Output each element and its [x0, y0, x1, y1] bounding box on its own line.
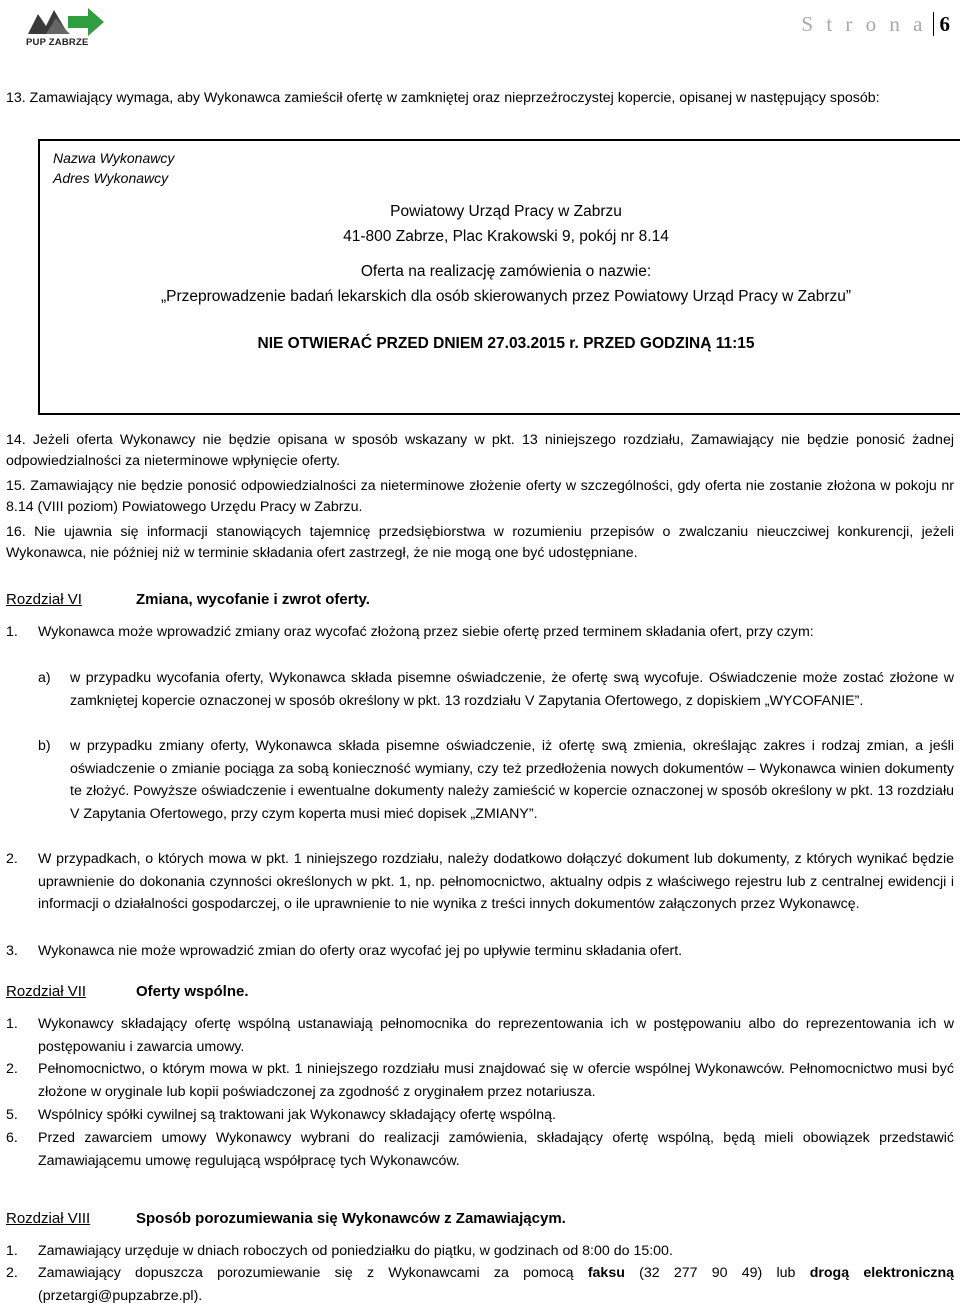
envelope-do-not-open: NIE OTWIERAĆ PRZED DNIEM 27.03.2015 r. PRZED GODZINĄ 11:15 — [257, 335, 755, 352]
envelope-offer-title: „Przeprowadzenie badań lekarskich dla osób skierowanych przez Powiatowy Urząd Pracy w Zabrzu” — [160, 288, 852, 305]
chapter-7-item: 6. Przed zawarciem umowy Wykonawcy wybrani do realizacji zamówienia, składający ofertę wspólną, będą mieli obowiązek przedstawić Zamawiającemu umowę regulującą współpracę tych Wykonawców. — [6, 1130, 954, 1169]
chapter-7-label: Rozdział VII — [6, 983, 87, 1000]
envelope-box — [38, 139, 960, 415]
chapter-7-item: 1. Wykonawcy składający ofertę wspólną ustanawiają pełnomocnika do reprezentowania ich w postępowaniu albo do reprezentowania ich w postępowaniu i zawarcia umowy. — [6, 1016, 954, 1055]
chapter-6-subitem: b) w przypadku zmiany oferty, Wykonawca składa pisemne oświadczenie, iż ofertę swą zmienia, określając zakres i rodzaj zmian, a jeśli oświadczenie o zmianie pociąga za sobą konieczność wymiany, czy też przedłożenia nowych dokumentów – Wykonawca winien dokumenty te złożyć. Powyższe oświadczenie i ewentualne dokumenty należy zamieścić w kopercie oznaczonej w sposób określony w pkt. 13 rozdziału V Zapytania Ofertowego, przy czym koperta musi mieć dopisek „ZMIANY”. — [38, 738, 954, 822]
point-13: 13. Zamawiający wymaga, aby Wykonawca zamieścił ofertę w zamkniętej oraz nieprzeźroczystej kopercie, opisanej w następujący sposób: — [6, 90, 880, 106]
envelope-office: Powiatowy Urząd Pracy w Zabrzu — [390, 203, 622, 220]
point-14: 14. Jeżeli oferta Wykonawcy nie będzie opisana w sposób wskazany w pkt. 13 niniejszego rozdziału, Zamawiający nie będzie ponosić żadnej odpowiedzialności za nieterminowe wpłynięcie oferty. — [6, 432, 954, 469]
envelope-contractor-name: Nazwa Wykonawcy — [53, 150, 175, 166]
page-label: S t r o n a — [801, 12, 927, 36]
chapter-7-item: 5. Wspólnicy spółki cywilnej są traktowani jak Wykonawcy składający ofertę wspólną. — [6, 1107, 556, 1123]
chapter-8-item: 2. Zamawiający dopuszcza porozumiewanie się z Wykonawcami za pomocą faksu (32 277 90 49) lub drogą elektroniczną (przetargi@pupzabrze.pl). — [6, 1265, 955, 1304]
point-15: 15. Zamawiający nie będzie ponosić odpowiedzialności za nieterminowe złożenie oferty w szczególności, gdy oferta nie zostanie złożona w pokoju nr 8.14 (VIII poziom) Powiatowego Urzędu Pracy w Zabrzu. — [6, 478, 954, 515]
chapter-6-item: 1. Wykonawca może wprowadzić zmiany oraz wycofać złożoną przez siebie ofertę przed terminem składania ofert, przy czym: — [6, 624, 814, 640]
chapter-6-item: 2. W przypadkach, o których mowa w pkt. 1 niniejszego rozdziału, należy dodatkowo dołączyć dokument lub dokumenty, z których wynikać będzie uprawnienie do dokonania czynności określonych w pkt. 1, np. pełnomocnictwo, aktualny odpis z właściwego rejestru lub z centralnej ewidencji i informacji o działalności gospodarczej, o ile uprawnienie to nie wynika z treści innych dokumentów załączonych przez Wykonawcę. — [6, 851, 954, 912]
chapter-6-heading — [6, 591, 370, 608]
chapter-7-item: 2. Pełnomocnictwo, o którym mowa w pkt. 1 niniejszego rozdziału musi znajdować się w ofercie wspólnej Wykonawców. Pełnomocnictwo musi być złożone w oryginale lub kopii poświadczonej za zgodność z oryginałem przez notariusza. — [6, 1061, 954, 1100]
envelope-offer-label: Oferta na realizację zamówienia o nazwie: — [360, 263, 652, 280]
chapter-8-item: 1. Zamawiający urzęduje w dniach roboczych od poniedziałku do piątku, w godzinach od 8:00 do 15:00. — [6, 1243, 673, 1259]
chapter-6-label: Rozdział VI — [6, 591, 82, 608]
chapter-7-title: Oferty wspólne. — [136, 983, 249, 1000]
logo-text: PUP ZABRZE — [26, 37, 89, 48]
chapter-6-subitem: a) w przypadku wycofania oferty, Wykonawca składa pisemne oświadczenie, że ofertę swą wycofuje. Oświadczenie może zostać złożone w zamkniętej kopercie oznaczonej w sposób określony w pkt. 13 rozdziału V Zapytania Ofertowego, z dopiskiem „WYCOFANIE”. — [38, 670, 954, 709]
envelope-contractor-address: Adres Wykonawcy — [53, 170, 169, 186]
fax-label: faksu — [587, 1265, 625, 1281]
chapter-7-heading — [6, 983, 249, 1000]
logo-graphic-icon — [26, 4, 106, 38]
page-header — [801, 12, 950, 37]
point-16: 16. Nie ujawnia się informacji stanowiących tajemnicę przedsiębiorstwa w rozumieniu przepisów o zwalczaniu nieuczciwej konkurencji, jeżeli Wykonawca, nie później niż w terminie składania ofert zastrzegł, że nie mogą one być udostępniane. — [6, 524, 954, 561]
chapter-8-label: Rozdział VIII — [6, 1210, 91, 1227]
chapter-6-item: 3. Wykonawca nie może wprowadzić zmian do oferty oraz wycofać jej po upływie terminu składania ofert. — [6, 943, 683, 959]
page-number: 6 — [933, 12, 951, 36]
chapter-8-title: Sposób porozumiewania się Wykonawców z Zamawiającym. — [136, 1210, 566, 1227]
chapter-6-title: Zmiana, wycofanie i zwrot oferty. — [136, 591, 370, 608]
pup-zabrze-logo — [26, 4, 106, 48]
chapter-8-heading — [6, 1210, 566, 1227]
email-label: drogą elektroniczną — [809, 1265, 955, 1281]
envelope-address: 41-800 Zabrze, Plac Krakowski 9, pokój nr 8.14 — [343, 228, 669, 245]
